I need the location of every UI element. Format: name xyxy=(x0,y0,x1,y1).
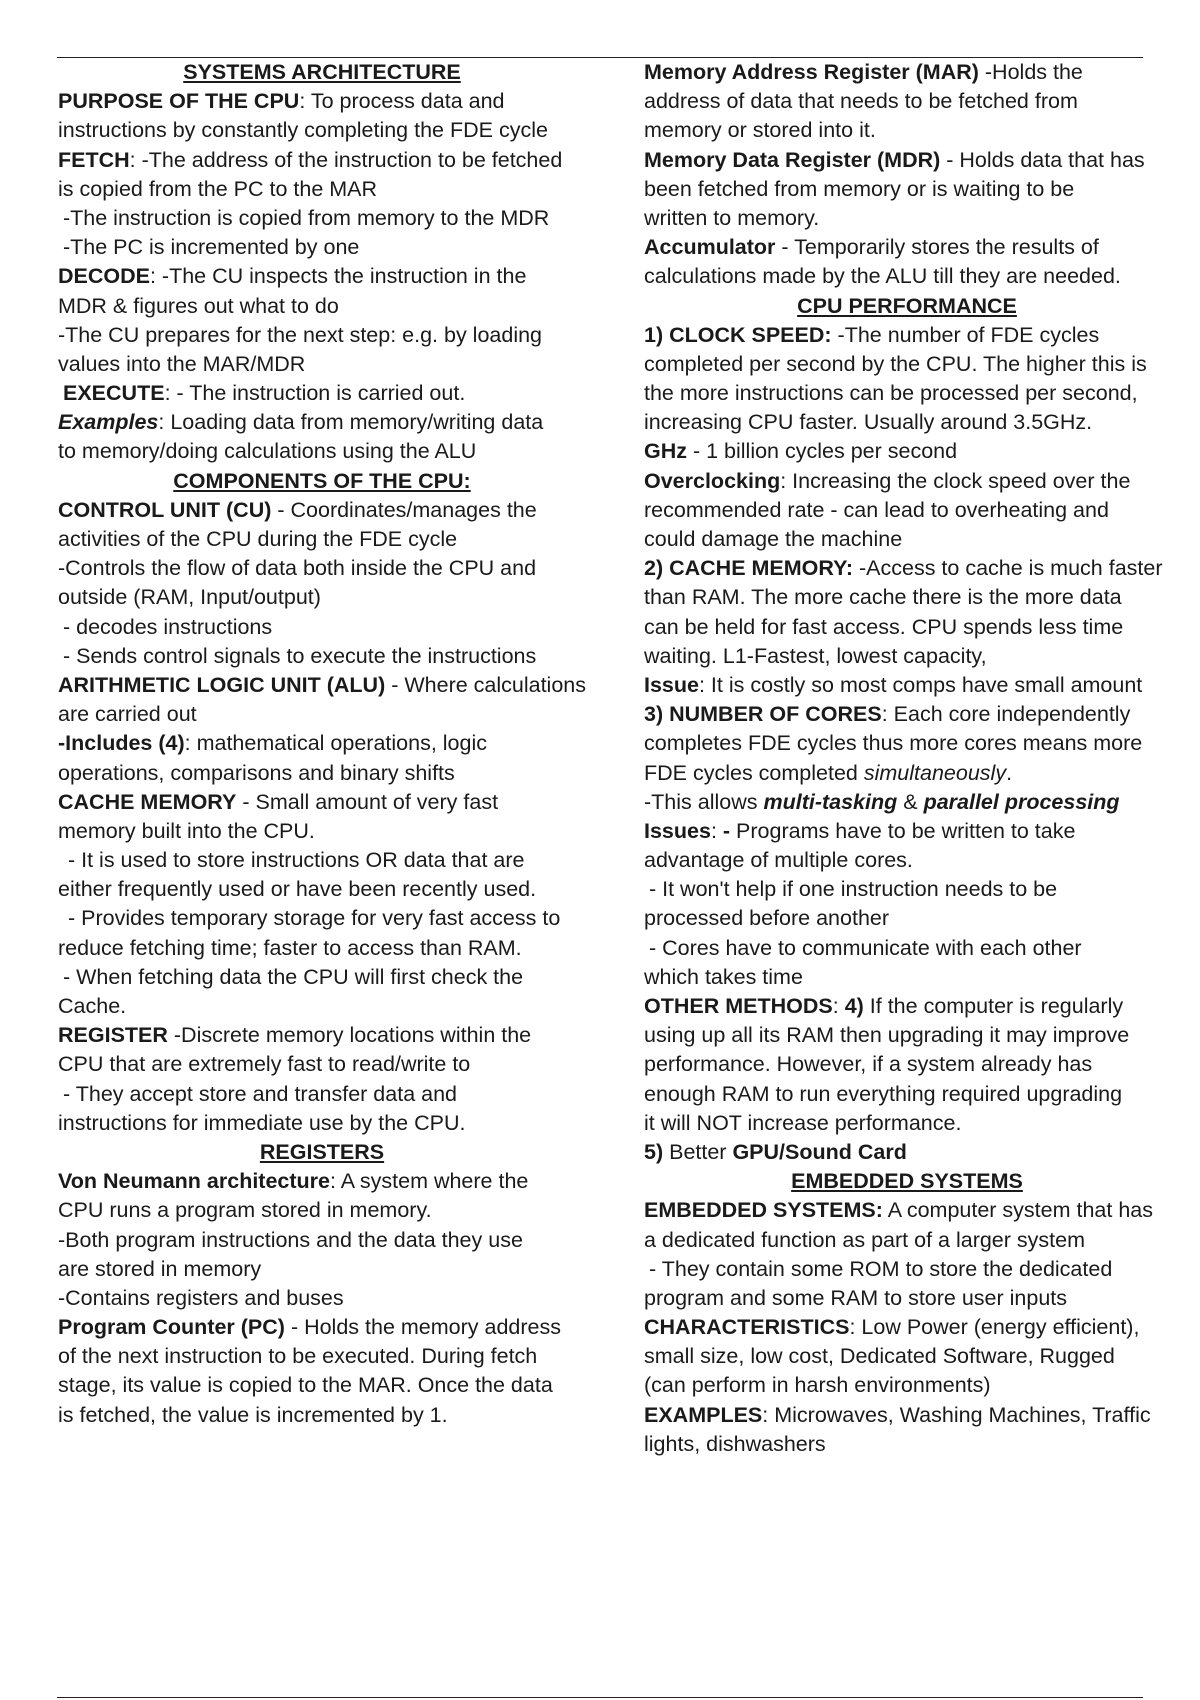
issues-line-6: which takes time xyxy=(644,964,803,989)
mar-line-1: Memory Address Register (MAR) -Holds the xyxy=(644,60,1083,84)
cache-line-1: CACHE MEMORY - Small amount of very fast xyxy=(58,789,499,814)
decode-line-2: MDR & figures out what to do xyxy=(58,293,339,318)
clock-line-4: increasing CPU faster. Usually around 3.5GHz. xyxy=(644,410,1093,435)
fetch-line-2: is copied from the PC to the MAR xyxy=(58,176,378,201)
term-includes: -Includes (4) xyxy=(58,731,185,756)
char-line-1: CHARACTERISTICS: Low Power (energy efficient), xyxy=(644,1315,1140,1340)
term-register: REGISTER xyxy=(58,1023,168,1048)
alu-line-2: are carried out xyxy=(58,702,197,727)
term-cache-memory: 2) CACHE MEMORY: xyxy=(644,556,854,581)
acc-line-2: calculations made by the ALU till they are needed. xyxy=(644,264,1121,289)
alu-line-3: -Includes (4): mathematical operations, logic xyxy=(58,731,487,756)
mdr-line-2: been fetched from memory or is waiting to be xyxy=(644,176,1075,201)
other-line-3: performance. However, if a system already has xyxy=(644,1052,1093,1077)
examples-line-2: to memory/doing calculations using the ALU xyxy=(58,439,477,464)
term-issues: Issues xyxy=(644,818,711,843)
cache-line-4: either frequently used or have been recently used. xyxy=(58,877,537,902)
term-examples: Examples xyxy=(58,410,159,435)
bottom-rule xyxy=(57,1697,1143,1698)
cores-line-3: FDE cycles completed simultaneously. xyxy=(644,760,1013,785)
cu-line-4: outside (RAM, Input/output) xyxy=(58,585,321,610)
decode-line-1: DECODE: -The CU inspects the instruction in the xyxy=(58,264,527,289)
clock-line-3: the more instructions can be processed per second, xyxy=(644,381,1138,406)
term-purpose: PURPOSE OF THE CPU xyxy=(58,89,300,114)
pc-line-3: stage, its value is copied to the MAR. Once the data xyxy=(58,1373,553,1398)
oc-line-2: recommended rate - can lead to overheating and xyxy=(644,497,1109,522)
cu-line-2: activities of the CPU during the FDE cycle xyxy=(58,527,458,551)
heading-cpu-performance: CPU PERFORMANCE xyxy=(797,293,1017,318)
term-pc: Program Counter (PC) xyxy=(58,1315,285,1340)
fetch-line-4: -The PC is incremented by one xyxy=(63,235,360,260)
ex-line-1: EXAMPLES: Microwaves, Washing Machines, Traffic xyxy=(644,1402,1151,1427)
alu-line-4: operations, comparisons and binary shifts xyxy=(58,760,455,785)
cache-line-8: Cache. xyxy=(58,994,127,1018)
term-examples-embedded: EXAMPLES xyxy=(644,1402,763,1427)
right-column xyxy=(644,58,1170,1459)
oc-line-3: could damage the machine xyxy=(644,527,903,551)
cores-line-2: completes FDE cycles thus more cores means more xyxy=(644,731,1143,756)
heading-systems-architecture: SYSTEMS ARCHITECTURE xyxy=(183,60,461,84)
char-line-2: small size, low cost, Dedicated Software, Rugged xyxy=(644,1344,1115,1369)
mar-line-3: memory or stored into it. xyxy=(644,118,876,143)
heading-registers: REGISTERS xyxy=(259,1139,385,1164)
term-decode: DECODE xyxy=(58,264,150,289)
purpose-line-2: instructions by constantly completing the FDE cycle xyxy=(58,118,548,143)
term-accumulator: Accumulator xyxy=(644,235,776,260)
cache-line-5: - Provides temporary storage for very fast access to xyxy=(68,906,561,931)
term-ghz: GHz xyxy=(644,439,687,464)
pc-line-1: Program Counter (PC) - Holds the memory address xyxy=(58,1315,561,1340)
other-line-4: enough RAM to run everything required upgrading xyxy=(644,1081,1123,1106)
ghz-line: GHz - 1 billion cycles per second xyxy=(644,439,958,464)
other-line-1: OTHER METHODS: 4) If the computer is regularly xyxy=(644,994,1124,1018)
heading-embedded-systems: EMBEDDED SYSTEMS xyxy=(791,1169,1023,1194)
fetch-line-3: -The instruction is copied from memory to the MDR xyxy=(63,205,550,230)
emb-line-4: program and some RAM to store user inputs xyxy=(644,1285,1068,1310)
register-line-4: instructions for immediate use by the CPU. xyxy=(58,1110,466,1135)
ex-line-2: lights, dishwashers xyxy=(644,1431,826,1456)
term-alu: ARITHMETIC LOGIC UNIT (ALU) xyxy=(58,672,386,697)
clock-line-1: 1) CLOCK SPEED: -The number of FDE cycles xyxy=(644,322,1100,347)
acc-line-1: Accumulator - Temporarily stores the results of xyxy=(644,235,1099,260)
oc-line-1: Overclocking: Increasing the clock speed over the xyxy=(644,468,1131,493)
issues-line-4: processed before another xyxy=(644,906,890,931)
emb-line-2: a dedicated function as part of a larger system xyxy=(644,1227,1085,1252)
decode-line-4: values into the MAR/MDR xyxy=(58,351,306,376)
pc-line-4: is fetched, the value is incremented by 1. xyxy=(58,1402,448,1427)
cores-line-1: 3) NUMBER OF CORES: Each core independently xyxy=(644,702,1131,727)
term-cores: 3) NUMBER OF CORES xyxy=(644,702,882,727)
issue-line: Issue: It is costly so most comps have small amount xyxy=(644,672,1143,697)
cachemem-line-1: 2) CACHE MEMORY: -Access to cache is much faster xyxy=(644,556,1163,581)
term-issue: Issue xyxy=(644,672,699,697)
term-characteristics: CHARACTERISTICS xyxy=(644,1315,850,1340)
clock-line-2: completed per second by the CPU. The higher this is xyxy=(644,351,1147,376)
emb-line-1: EMBEDDED SYSTEMS: A computer system that has xyxy=(644,1198,1153,1223)
mdr-line-1: Memory Data Register (MDR) - Holds data that has xyxy=(644,147,1145,172)
other-line-2: using up all its RAM then upgrading it may improve xyxy=(644,1023,1130,1048)
issues-line-5: - Cores have to communicate with each other xyxy=(649,935,1082,960)
char-line-3: (can perform in harsh environments) xyxy=(644,1373,991,1398)
cache-line-7: - When fetching data the CPU will first check the xyxy=(63,964,524,989)
cache-line-6: reduce fetching time; faster to access than RAM. xyxy=(58,935,522,960)
decode-line-3: -The CU prepares for the next step: e.g. by loading xyxy=(58,322,543,347)
alu-line-1: ARITHMETIC LOGIC UNIT (ALU) - Where calculations xyxy=(58,672,586,697)
term-overclocking: Overclocking xyxy=(644,468,781,493)
examples-line-1: Examples: Loading data from memory/writing data xyxy=(58,410,544,435)
purpose-line-1: PURPOSE OF THE CPU: To process data and xyxy=(58,89,505,114)
cachemem-line-3: can be held for fast access. CPU spends less time xyxy=(644,614,1124,639)
fetch-line-1: FETCH: -The address of the instruction to be fetched xyxy=(58,147,563,172)
term-execute: EXECUTE xyxy=(63,381,165,406)
cache-line-3: - It is used to store instructions OR data that are xyxy=(68,848,525,873)
cache-line-2: memory built into the CPU. xyxy=(58,818,315,843)
register-line-1: REGISTER -Discrete memory locations within the xyxy=(58,1023,532,1048)
register-line-2: CPU that are extremely fast to read/write to xyxy=(58,1052,471,1077)
cachemem-line-4: waiting. L1-Fastest, lowest capacity, xyxy=(644,643,987,668)
heading-components: COMPONENTS OF THE CPU: xyxy=(173,468,471,493)
vn-line-3: -Both program instructions and the data they use xyxy=(58,1227,523,1252)
mdr-line-3: written to memory. xyxy=(644,205,820,230)
pc-line-2: of the next instruction to be executed. During fetch xyxy=(58,1344,538,1369)
term-mar: Memory Address Register (MAR) xyxy=(644,60,979,84)
gpu-line: 5) Better GPU/Sound Card xyxy=(644,1139,907,1164)
term-cu: CONTROL UNIT (CU) xyxy=(58,497,272,522)
vn-line-5: -Contains registers and buses xyxy=(58,1285,344,1310)
cu-line-3: -Controls the flow of data both inside the CPU and xyxy=(58,556,537,581)
vn-line-4: are stored in memory xyxy=(58,1256,262,1281)
issues-line-2: advantage of multiple cores. xyxy=(644,848,913,873)
cu-line-6: - Sends control signals to execute the instructions xyxy=(63,643,537,668)
other-line-5: it will NOT increase performance. xyxy=(644,1110,962,1135)
term-gpu: GPU/Sound Card xyxy=(732,1139,907,1164)
term-embedded: EMBEDDED SYSTEMS: xyxy=(644,1198,883,1223)
cores-line-4: -This allows multi-tasking & parallel processing xyxy=(644,789,1120,814)
issues-line-1: Issues: - Programs have to be written to take xyxy=(644,818,1076,843)
term-fetch: FETCH xyxy=(58,147,130,172)
cachemem-line-2: than RAM. The more cache there is the more data xyxy=(644,585,1122,610)
vn-line-1: Von Neumann architecture: A system where the xyxy=(58,1169,529,1194)
term-clock-speed: 1) CLOCK SPEED: xyxy=(644,322,832,347)
execute-line-1: EXECUTE: - The instruction is carried out. xyxy=(63,381,466,406)
cu-line-5: - decodes instructions xyxy=(63,614,273,639)
emb-line-3: - They contain some ROM to store the dedicated xyxy=(649,1256,1113,1281)
term-von-neumann: Von Neumann architecture xyxy=(58,1169,330,1194)
term-other-methods: OTHER METHODS xyxy=(644,994,833,1018)
vn-line-2: CPU runs a program stored in memory. xyxy=(58,1198,432,1223)
term-mdr: Memory Data Register (MDR) xyxy=(644,147,941,172)
left-column xyxy=(58,58,586,1430)
cu-line-1: CONTROL UNIT (CU) - Coordinates/manages the xyxy=(58,497,537,522)
term-cache: CACHE MEMORY xyxy=(58,789,237,814)
mar-line-2: address of data that needs to be fetched from xyxy=(644,89,1078,114)
issues-line-3: - It won't help if one instruction needs to be xyxy=(649,877,1058,902)
register-line-3: - They accept store and transfer data and xyxy=(63,1081,458,1106)
